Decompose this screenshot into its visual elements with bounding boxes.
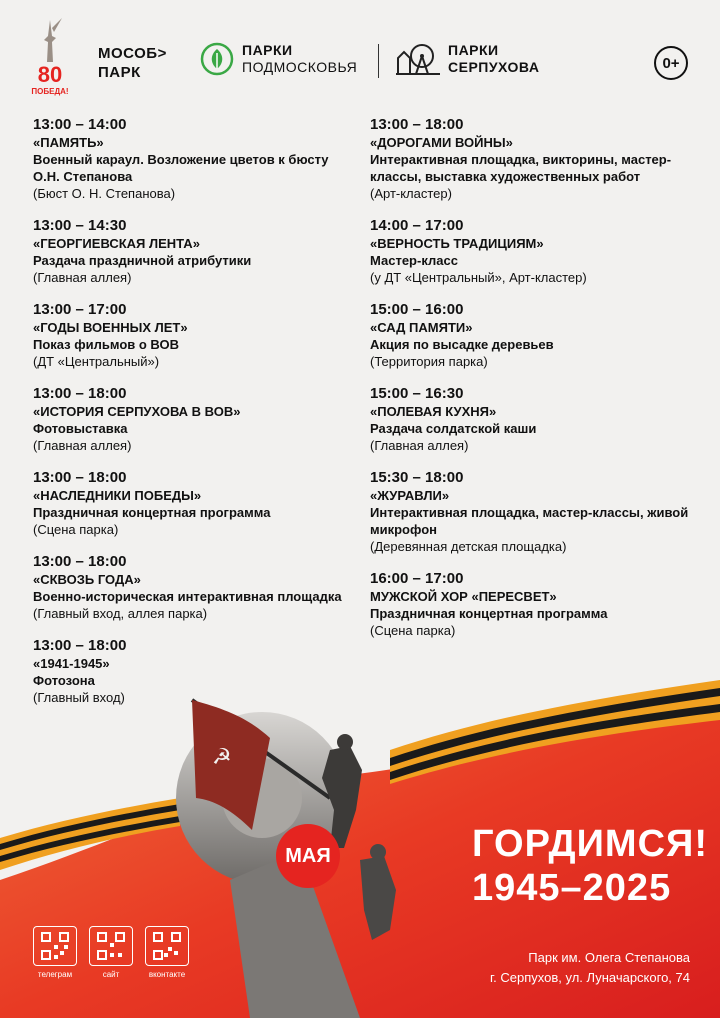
address-line2: г. Серпухов, ул. Луначарского, 74	[490, 970, 690, 985]
qr-telegram[interactable]	[32, 926, 78, 979]
event-time: 13:00 – 18:00	[33, 385, 127, 402]
ferris-wheel-icon	[396, 42, 440, 76]
event-title: «ДОРОГАМИ ВОЙНЫ»	[370, 135, 513, 150]
event-time: 13:00 – 18:00	[33, 469, 127, 486]
event-description: Показ фильмов о ВОВ	[33, 337, 179, 352]
slogan-line2: 1945–2025	[472, 867, 672, 909]
event-title: «ГОДЫ ВОЕННЫХ ЛЕТ»	[33, 320, 188, 335]
pm-line1: ПАРКИ	[242, 42, 293, 58]
event-title: «1941-1945»	[33, 656, 110, 671]
event-item	[33, 217, 353, 286]
event-title: «СКВОЗЬ ГОДА»	[33, 572, 141, 587]
serp-line1: ПАРКИ	[448, 42, 499, 58]
qr-vkontakte[interactable]	[144, 926, 190, 979]
qr-code-icon	[33, 926, 77, 966]
victory-80-logo	[28, 18, 72, 98]
event-time: 15:30 – 18:00	[370, 469, 464, 486]
mosobl-arrow-icon: >	[157, 45, 167, 62]
event-location: (Арт-кластер)	[370, 186, 452, 201]
event-description: Фотовыставка	[33, 421, 128, 436]
event-location: (Главная аллея)	[370, 438, 469, 453]
qr-caption: телеграм	[37, 970, 73, 979]
qr-codes	[32, 926, 190, 979]
event-time: 16:00 – 17:00	[370, 570, 464, 587]
event-item	[370, 570, 690, 639]
age-rating-badge: 0+	[654, 46, 688, 80]
event-location: (Деревянная детская площадка)	[370, 539, 567, 554]
event-title: «НАСЛЕДНИКИ ПОБЕДЫ»	[33, 488, 202, 503]
pm-line2: ПОДМОСКОВЬЯ	[242, 59, 358, 75]
event-location: (у ДТ «Центральный», Арт-кластер)	[370, 270, 587, 285]
event-description: Раздача праздничной атрибутики	[33, 253, 252, 268]
event-title: «ЖУРАВЛИ»	[370, 488, 450, 503]
event-time: 15:00 – 16:00	[370, 301, 464, 318]
right-schedule-column	[370, 116, 690, 654]
event-location: (Территория парка)	[370, 354, 488, 369]
event-title: «ПАМЯТЬ»	[33, 135, 104, 150]
event-description: Акция по высадке деревьев	[370, 337, 554, 352]
logo-80-number: 80	[37, 62, 63, 87]
address-line1: Парк им. Олега Степанова	[528, 950, 690, 965]
event-item	[370, 116, 690, 202]
event-item	[370, 217, 690, 286]
mosobl-line2: ПАРК	[98, 64, 141, 81]
event-description: Мастер-класс	[370, 253, 458, 268]
event-item	[33, 385, 353, 454]
event-item	[370, 301, 690, 370]
mosoblpark-logo	[98, 44, 167, 82]
parki-podmoskovya-logo	[200, 42, 357, 76]
left-schedule-column	[33, 116, 353, 721]
slogan-line1: ГОРДИМСЯ!	[472, 823, 708, 865]
may-circle-badge: МАЯ	[276, 824, 340, 888]
qr-code-icon	[145, 926, 189, 966]
event-location: (Бюст О. Н. Степанова)	[33, 186, 176, 201]
mosobl-line1: МОСОБ	[98, 45, 158, 62]
event-location: (Главная аллея)	[33, 438, 132, 453]
event-location: (Главный вход)	[33, 690, 125, 705]
event-item	[33, 301, 353, 370]
event-title: «ГЕОРГИЕВСКАЯ ЛЕНТА»	[33, 236, 200, 251]
event-item	[370, 385, 690, 454]
event-description: Раздача солдатской каши	[370, 421, 537, 436]
event-description: Интерактивная площадка, викторины, мастер-классы, выставка художественных работ	[370, 152, 672, 184]
logo-80-caption: ПОБЕДА!	[31, 87, 69, 96]
event-time: 13:00 – 17:00	[33, 301, 127, 318]
event-time: 14:00 – 17:00	[370, 217, 464, 234]
event-time: 15:00 – 16:30	[370, 385, 464, 402]
event-item	[33, 469, 353, 538]
event-location: (Сцена парка)	[33, 522, 119, 537]
event-location: (Сцена парка)	[370, 623, 456, 638]
qr-site[interactable]	[88, 926, 134, 979]
event-time: 13:00 – 18:00	[370, 116, 464, 133]
serp-line2: СЕРПУХОВА	[448, 59, 540, 75]
event-description: Военный караул. Возложение цветов к бюсту О.Н. Степанова	[33, 152, 329, 184]
event-title: МУЖСКОЙ ХОР «ПЕРЕСВЕТ»	[370, 589, 557, 604]
event-location: (Главный вход, аллея парка)	[33, 606, 208, 621]
event-title: «ВЕРНОСТЬ ТРАДИЦИЯМ»	[370, 236, 544, 251]
event-location: (Главная аллея)	[33, 270, 132, 285]
event-description: Интерактивная площадка, мастер-классы, живой микрофон	[370, 505, 689, 537]
event-description: Фотозона	[33, 673, 95, 688]
event-time: 13:00 – 14:00	[33, 116, 127, 133]
event-title: «ПОЛЕВАЯ КУХНЯ»	[370, 404, 497, 419]
qr-caption: вконтакте	[148, 970, 186, 979]
event-description: Военно-историческая интерактивная площадка	[33, 589, 342, 604]
header	[0, 0, 720, 110]
event-title: «ИСТОРИЯ СЕРПУХОВА В ВОВ»	[33, 404, 241, 419]
event-title: «САД ПАМЯТИ»	[370, 320, 473, 335]
event-item	[370, 469, 690, 555]
event-time: 13:00 – 14:30	[33, 217, 127, 234]
qr-caption: сайт	[102, 970, 120, 979]
event-item	[33, 116, 353, 202]
event-time: 13:00 – 18:00	[33, 553, 127, 570]
qr-code-icon	[89, 926, 133, 966]
event-location: (ДТ «Центральный»)	[33, 354, 160, 369]
parki-serpukhova-logo	[396, 42, 539, 76]
header-divider	[378, 44, 379, 78]
park-address	[490, 948, 690, 988]
event-time: 13:00 – 18:00	[33, 637, 127, 654]
leaf-icon	[200, 42, 234, 76]
event-description: Праздничная концертная программа	[370, 606, 608, 621]
svg-text:☭: ☭	[212, 745, 232, 770]
event-description: Праздничная концертная программа	[33, 505, 271, 520]
slogan	[472, 822, 708, 910]
event-item	[33, 553, 353, 622]
